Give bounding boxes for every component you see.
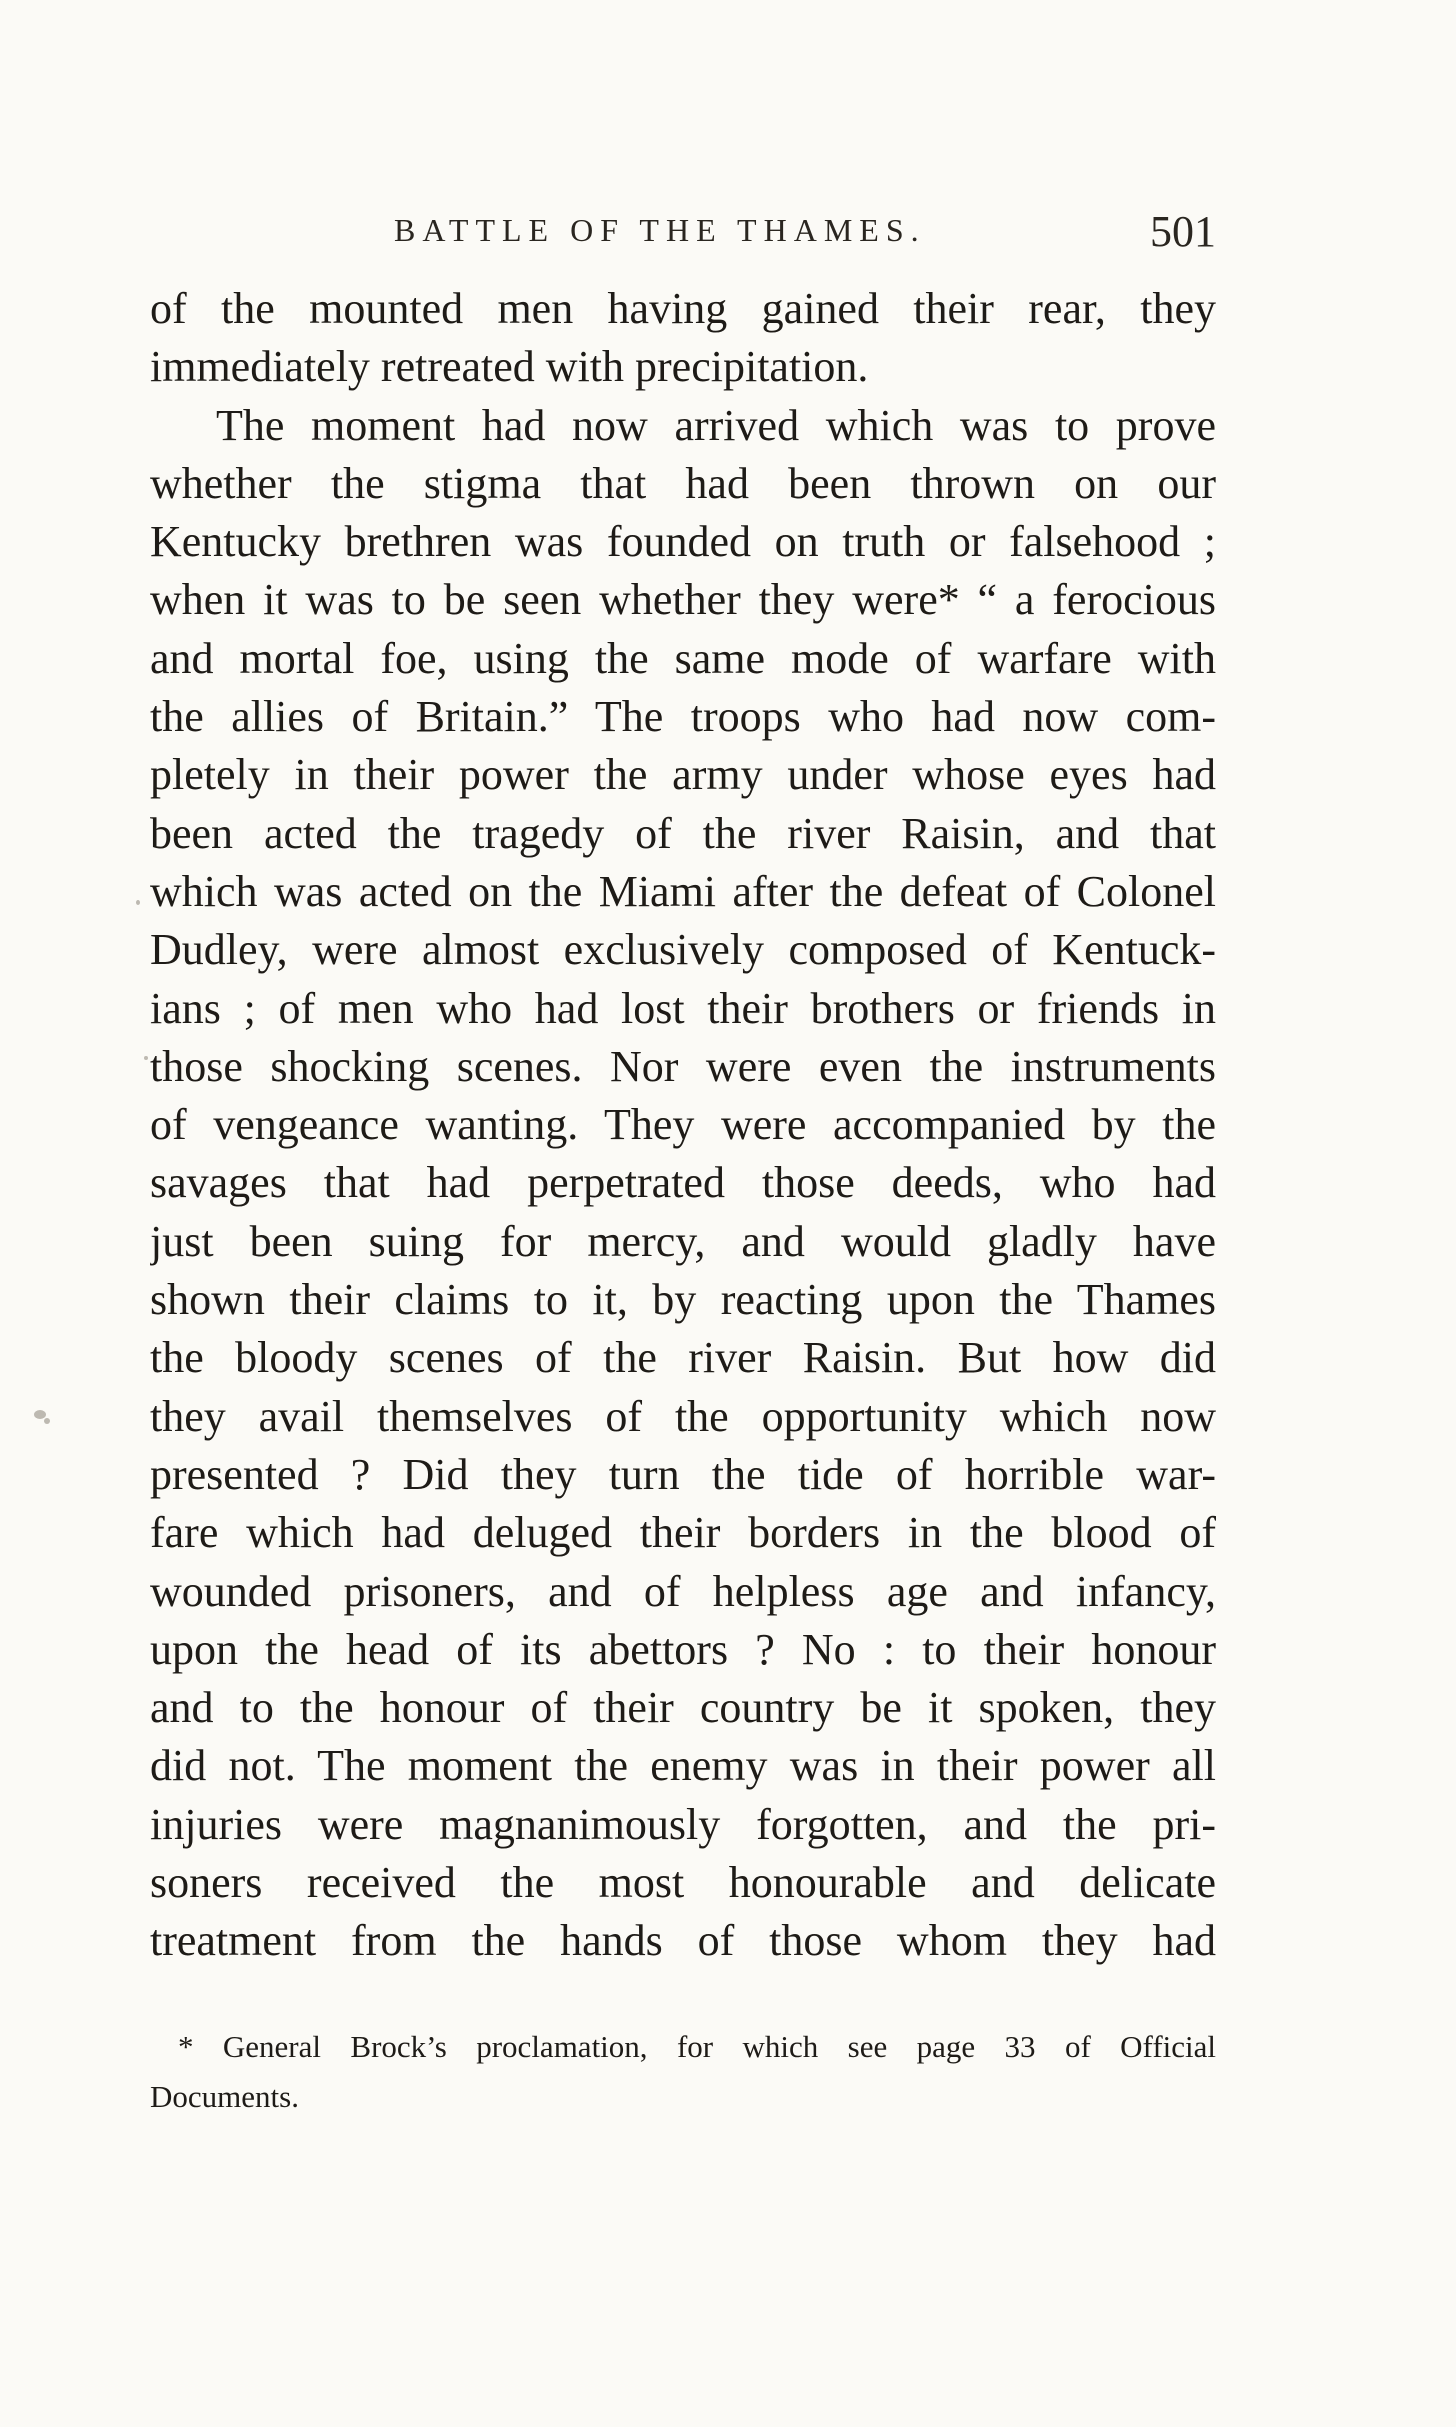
footnote-line: Documents. bbox=[150, 2079, 299, 2114]
running-title: BATTLE OF THE THAMES. bbox=[394, 212, 926, 248]
text-line: treatment from the hands of those whom they had bbox=[150, 1916, 1216, 1966]
footnote bbox=[150, 2022, 1216, 2122]
text-line: the allies of Britain.” The troops who had now com- bbox=[150, 692, 1216, 742]
text-line: ians ; of men who had lost their brothers or friends in bbox=[150, 983, 1216, 1033]
text-line: wounded prisoners, and of helpless age and infancy, bbox=[150, 1566, 1216, 1616]
paper-speck bbox=[44, 1418, 50, 1424]
body-text bbox=[150, 280, 1216, 1971]
text-line: of the mounted men having gained their rear, they bbox=[150, 284, 1216, 333]
text-line: did not. The moment the enemy was in their power all bbox=[150, 1741, 1216, 1791]
footnote-line: * General Brock’s proclamation, for which see page 33 of Official bbox=[178, 2029, 1216, 2064]
text-line: soners received the most honourable and delicate bbox=[150, 1858, 1216, 1908]
text-line: The moment had now arrived which was to prove bbox=[216, 400, 1216, 450]
paper-speck bbox=[136, 900, 140, 905]
text-line: fare which had deluged their borders in the blood of bbox=[150, 1508, 1216, 1558]
page-number: 501 bbox=[1150, 207, 1216, 256]
text-line: pletely in their power the army under whose eyes had bbox=[150, 750, 1216, 800]
text-line: those shocking scenes. Nor were even the instruments bbox=[150, 1041, 1216, 1091]
text-line: injuries were magnanimously forgotten, and the pri- bbox=[150, 1799, 1216, 1849]
text-line: immediately retreated with precipitation. bbox=[150, 342, 869, 392]
text-line: Dudley, were almost exclusively composed of Kentuck- bbox=[150, 925, 1216, 975]
text-line: upon the head of its abettors ? No : to their honour bbox=[150, 1624, 1216, 1674]
text-line: of vengeance wanting. They were accompanied by the bbox=[150, 1100, 1216, 1150]
text-line: shown their claims to it, by reacting upon the Thames bbox=[150, 1275, 1216, 1325]
text-line: the bloody scenes of the river Raisin. But how did bbox=[150, 1333, 1216, 1383]
text-line: which was acted on the Miami after the defeat of Colonel bbox=[150, 866, 1216, 916]
text-line: whether the stigma that had been thrown on our bbox=[150, 458, 1216, 508]
text-line: presented ? Did they turn the tide of horrible war- bbox=[150, 1449, 1216, 1499]
text-line: and mortal foe, using the same mode of warfare with bbox=[150, 633, 1216, 683]
text-line: just been suing for mercy, and would gladly have bbox=[150, 1216, 1216, 1266]
text-line: and to the honour of their country be it spoken, they bbox=[150, 1683, 1216, 1733]
paper-speck bbox=[144, 1056, 148, 1060]
text-line: savages that had perpetrated those deeds, who had bbox=[150, 1158, 1216, 1208]
text-line: they avail themselves of the opportunity which now bbox=[150, 1391, 1216, 1441]
running-head bbox=[150, 208, 1216, 258]
text-line: been acted the tragedy of the river Raisin, and that bbox=[150, 808, 1216, 858]
text-line: when it was to be seen whether they were* “ a ferocious bbox=[150, 575, 1216, 625]
text-line: Kentucky brethren was founded on truth or falsehood ; bbox=[150, 517, 1216, 567]
